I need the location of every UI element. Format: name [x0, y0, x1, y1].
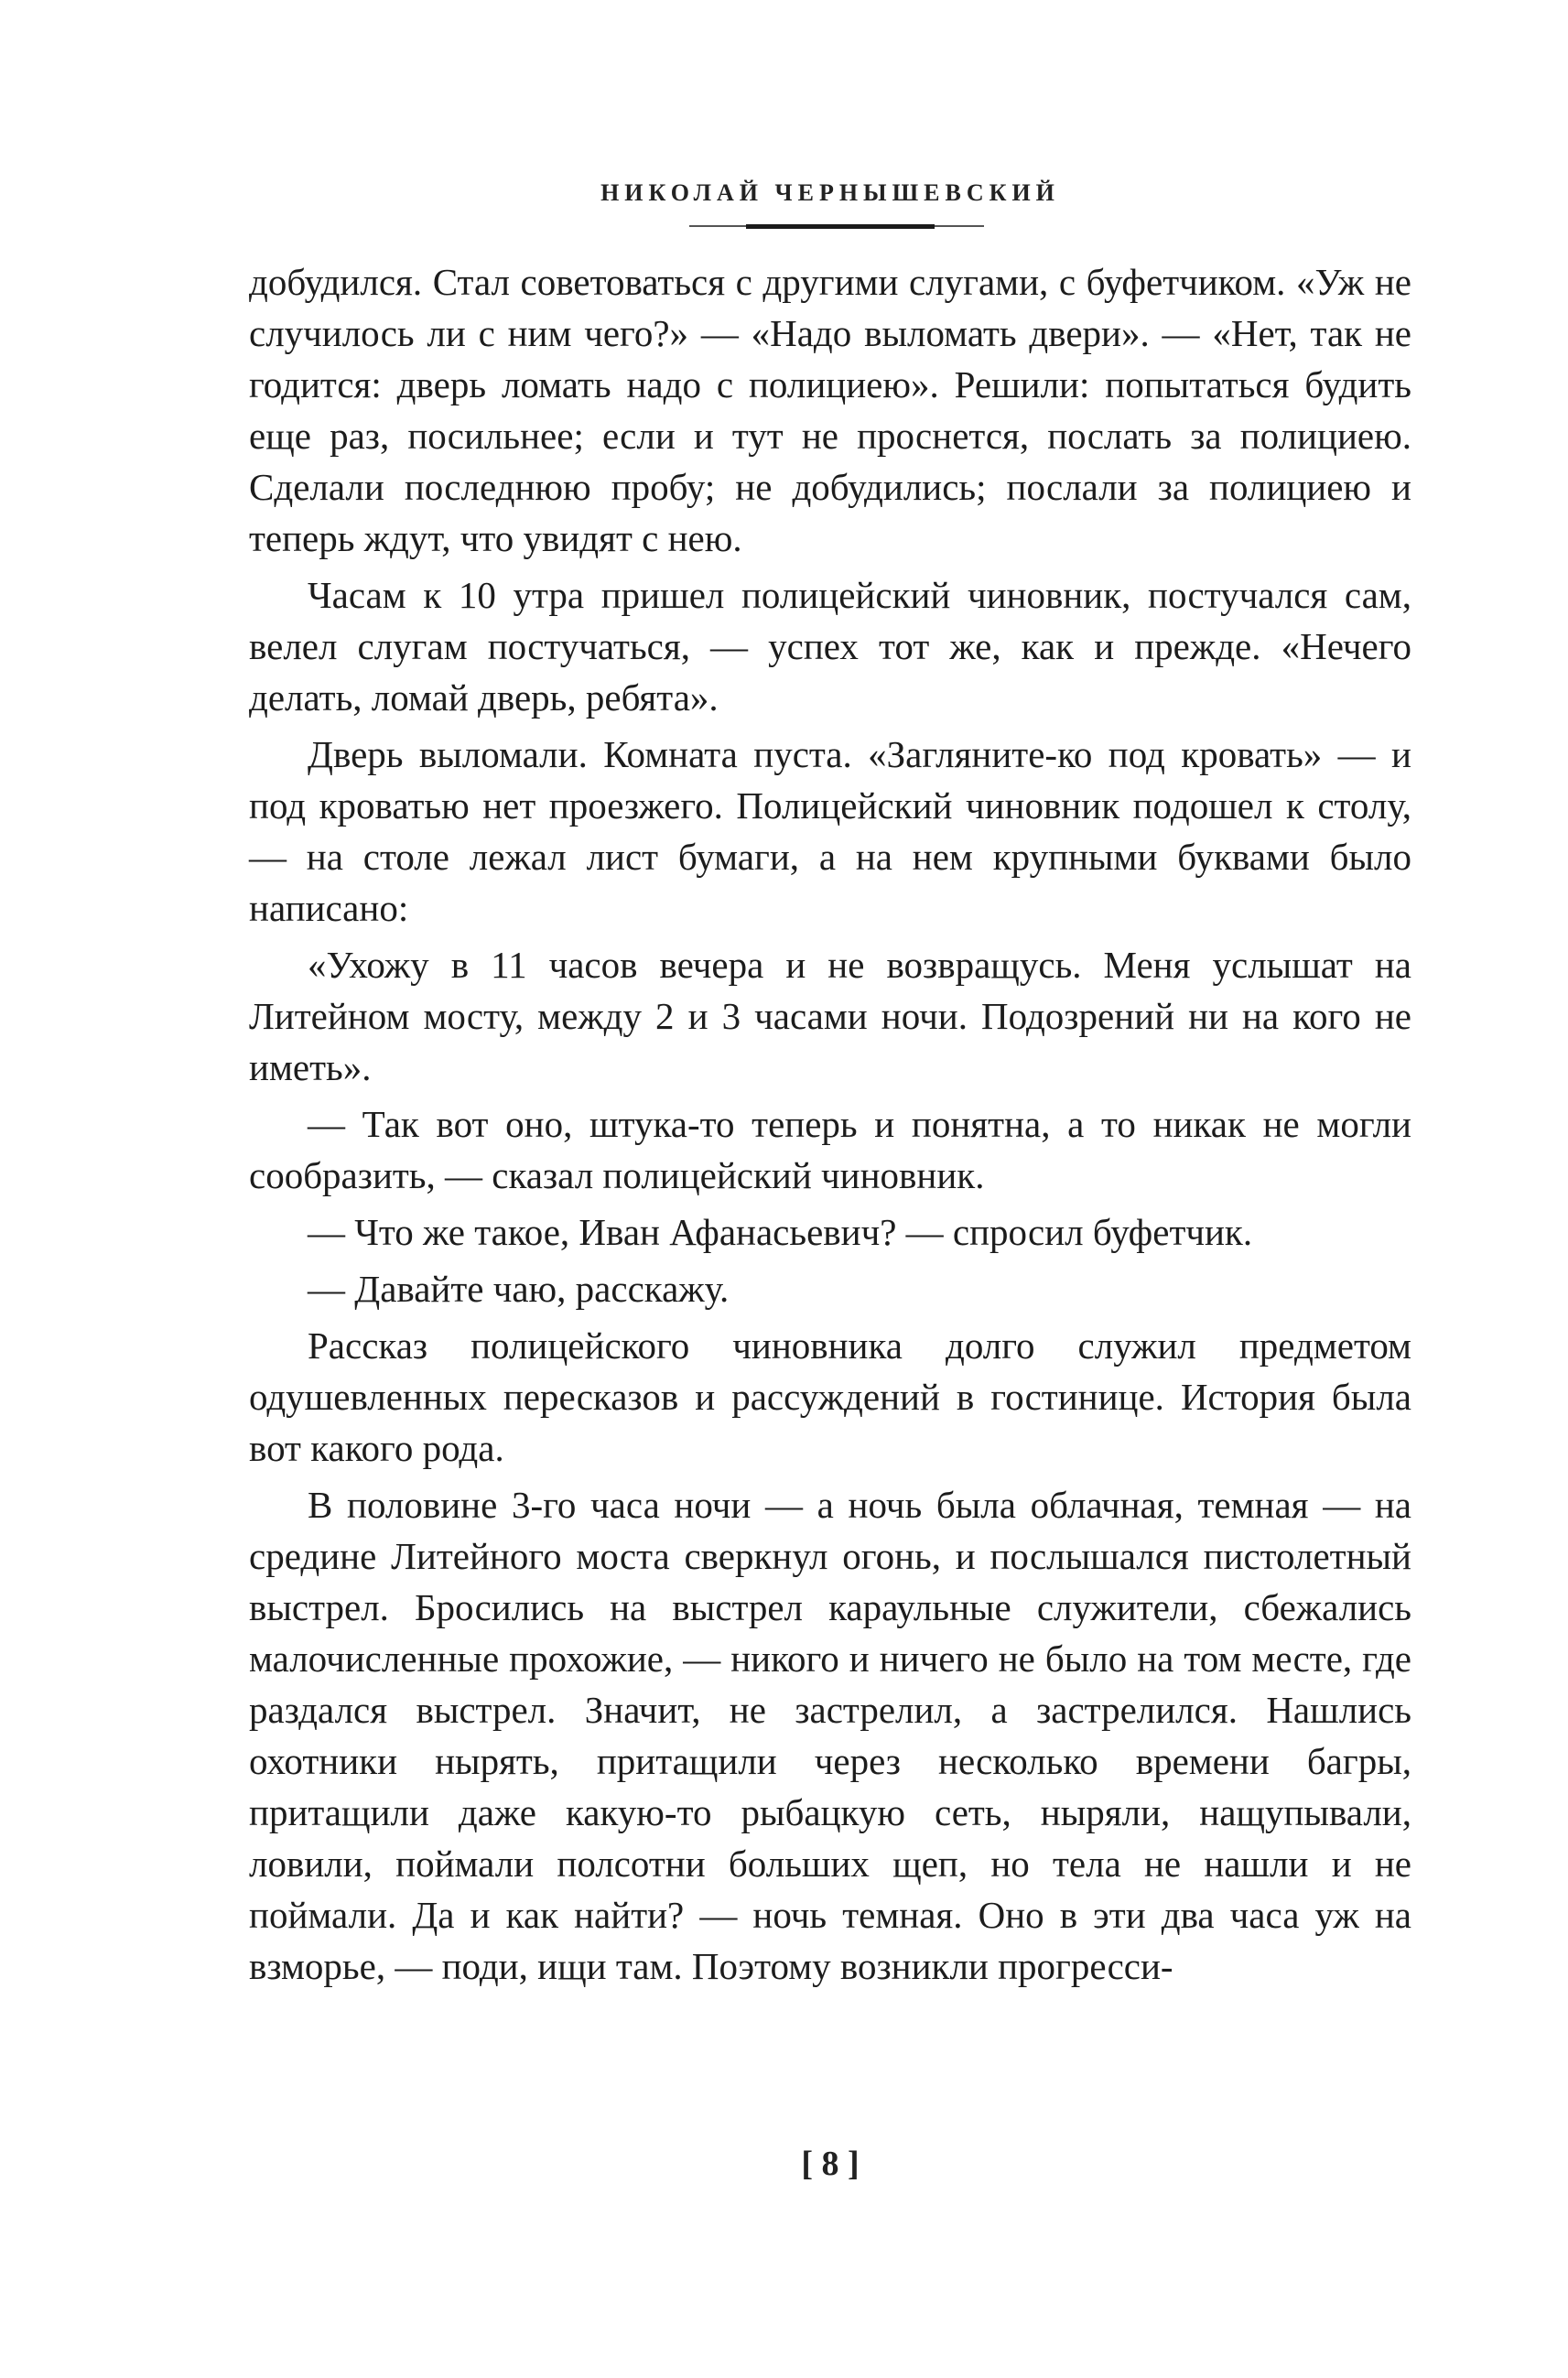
- dialogue-line: — Что же такое, Иван Афанасьевич? — спросил буфетчик.: [308, 1211, 1253, 1253]
- dialogue-line: — Так вот оно, штука-то теперь и понятна, а то никак не могли сообразить, — сказал полицейский чиновник.: [249, 1103, 1411, 1196]
- running-title: НИКОЛАЙ ЧЕРНЫШЕВСКИЙ: [600, 179, 1060, 206]
- body-text: [249, 256, 1411, 1992]
- paragraph: Дверь выломали. Комната пуста. «Загляните-ко под кровать» — и под кроватью нет проезжего. Полицейский чиновник подошел к столу, — на столе лежал лист бумаги, а на нем крупными буквами было написано:: [249, 733, 1411, 929]
- paragraph: Рассказ полицейского чиновника долго служил предметом одушевленных пересказов и рассуждений в гостинице. История была вот какого рода.: [249, 1324, 1411, 1469]
- header-rule-accent: [746, 224, 935, 229]
- paragraph-continuation: добудился. Стал советоваться с другими слугами, с буфетчиком. «Уж не случилось ли с ним чего?» — «Надо выломать двери». — «Нет, так не годится: дверь ломать надо с полициею». Решили: попытаться будить еще раз, посильнее; если и тут не проснется, послать за полициею. Сделали последнюю пробу; не добудились; послали за полициею и теперь ждут, что увидят с нею.: [249, 261, 1411, 559]
- paragraph-note-quote: «Ухожу в 11 часов вечера и не возвращусь. Меня услышат на Литейном мосту, между 2 и 3 часами ночи. Подозрений ни на кого не иметь».: [249, 944, 1411, 1088]
- paragraph: В половине 3-го часа ночи — а ночь была облачная, темная — на средине Литейного моста сверкнул огонь, и послышался пистолетный выстрел. Бросились на выстрел караульные служители, сбежались малочисленные прохожие, — никого и ничего не было на том месте, где раздался выстрел. Значит, не застрелил, а застрелился. Нашлись охотники нырять, притащили через несколько времени багры, притащили даже какую-то рыбацкую сеть, ныряли, нащупывали, ловили, поймали полсотни больших щеп, но тела не нашли и не поймали. Да и как найти? — ночь темная. Оно в эти два часа уж на взморье, — поди, ищи там. Поэтому возникли прогресси-: [249, 1484, 1411, 1987]
- dialogue-line: — Давайте чаю, расскажу.: [308, 1268, 730, 1310]
- page-number: [ 8 ]: [801, 2145, 860, 2183]
- paragraph: Часам к 10 утра пришел полицейский чиновник, постучался сам, велел слугам постучаться, — успех тот же, как и прежде. «Нечего делать, ломай дверь, ребята».: [249, 574, 1411, 719]
